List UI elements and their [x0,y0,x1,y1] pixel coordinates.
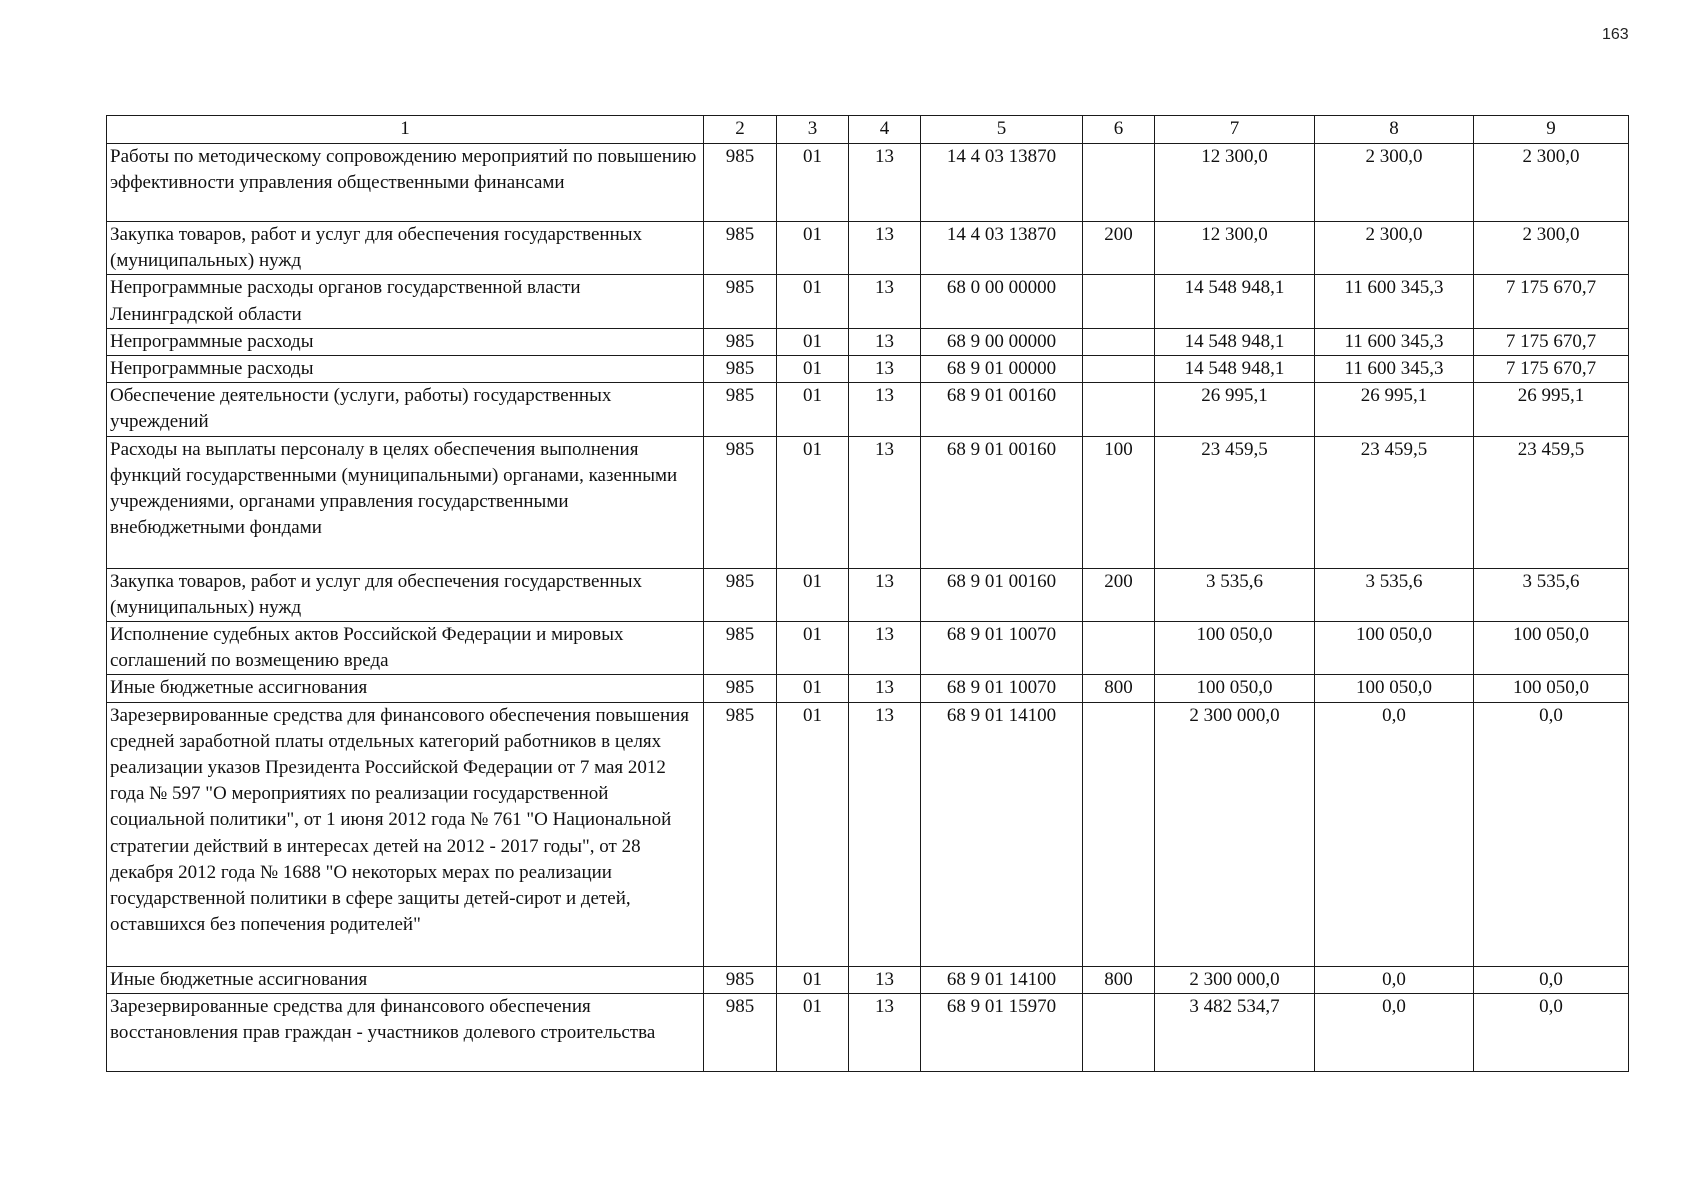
amount-col7-cell: 12 300,0 [1155,144,1315,222]
subsection-code-cell: 13 [849,328,921,355]
page-number: 163 [1602,26,1629,43]
target-article-cell: 68 9 00 00000 [921,328,1083,355]
amount-col7-cell: 14 548 948,1 [1155,275,1315,328]
amount-col9-cell: 7 175 670,7 [1474,275,1629,328]
amount-col7-cell: 3 482 534,7 [1155,993,1315,1071]
amount-col9-cell: 100 050,0 [1474,675,1629,702]
section-code-cell: 01 [777,622,849,675]
target-article-cell: 68 9 01 14100 [921,702,1083,966]
subsection-code-cell: 13 [849,966,921,993]
item-name-cell: Непрограммные расходы [107,356,704,383]
amount-col7-cell: 100 050,0 [1155,675,1315,702]
target-article-cell: 68 9 01 00160 [921,436,1083,568]
amount-col9-cell: 3 535,6 [1474,568,1629,621]
budget-table [106,115,1629,1072]
section-code-cell: 01 [777,568,849,621]
expense-type-cell: 200 [1083,222,1155,275]
admin-code-cell: 985 [704,622,777,675]
item-name-cell: Иные бюджетные ассигнования [107,966,704,993]
table-row [107,702,1629,966]
section-code-cell: 01 [777,222,849,275]
amount-col7-cell: 3 535,6 [1155,568,1315,621]
expense-type-cell [1083,144,1155,222]
section-code-cell: 01 [777,702,849,966]
target-article-cell: 68 9 01 00160 [921,383,1083,436]
admin-code-cell: 985 [704,675,777,702]
header-cell: 8 [1315,116,1474,144]
expense-type-cell [1083,622,1155,675]
expense-type-cell: 200 [1083,568,1155,621]
table-row [107,328,1629,355]
amount-col9-cell: 23 459,5 [1474,436,1629,568]
table-row [107,356,1629,383]
subsection-code-cell: 13 [849,622,921,675]
item-name-cell: Иные бюджетные ассигнования [107,675,704,702]
header-cell: 3 [777,116,849,144]
amount-col8-cell: 11 600 345,3 [1315,328,1474,355]
admin-code-cell: 985 [704,966,777,993]
item-name-cell: Закупка товаров, работ и услуг для обеспечения государственных (муниципальных) нужд [107,568,704,621]
amount-col9-cell: 7 175 670,7 [1474,356,1629,383]
target-article-cell: 68 9 01 00160 [921,568,1083,621]
subsection-code-cell: 13 [849,222,921,275]
item-name-cell: Расходы на выплаты персоналу в целях обеспечения выполнения функций государственными (муниципальными) органами, казенными учреждениями, органами управления государственными внебюджетными фондами [107,436,704,568]
item-name-cell: Обеспечение деятельности (услуги, работы) государственных учреждений [107,383,704,436]
header-cell: 9 [1474,116,1629,144]
admin-code-cell: 985 [704,328,777,355]
target-article-cell: 68 9 01 15970 [921,993,1083,1071]
table-row [107,383,1629,436]
expense-type-cell [1083,702,1155,966]
subsection-code-cell: 13 [849,144,921,222]
expense-type-cell [1083,328,1155,355]
expense-type-cell [1083,275,1155,328]
expense-type-cell [1083,993,1155,1071]
amount-col8-cell: 23 459,5 [1315,436,1474,568]
amount-col9-cell: 7 175 670,7 [1474,328,1629,355]
amount-col8-cell: 2 300,0 [1315,144,1474,222]
amount-col7-cell: 2 300 000,0 [1155,702,1315,966]
table-row [107,222,1629,275]
target-article-cell: 68 9 01 14100 [921,966,1083,993]
table-row [107,622,1629,675]
item-name-cell: Непрограммные расходы органов государственной власти Ленинградской области [107,275,704,328]
amount-col8-cell: 26 995,1 [1315,383,1474,436]
item-name-cell: Зарезервированные средства для финансового обеспечения восстановления прав граждан - участников долевого строительства [107,993,704,1071]
header-cell: 6 [1083,116,1155,144]
admin-code-cell: 985 [704,436,777,568]
table-row [107,993,1629,1071]
amount-col9-cell: 2 300,0 [1474,144,1629,222]
amount-col9-cell: 26 995,1 [1474,383,1629,436]
admin-code-cell: 985 [704,993,777,1071]
header-cell: 2 [704,116,777,144]
amount-col7-cell: 12 300,0 [1155,222,1315,275]
expense-type-cell [1083,356,1155,383]
table-row [107,675,1629,702]
subsection-code-cell: 13 [849,356,921,383]
section-code-cell: 01 [777,675,849,702]
subsection-code-cell: 13 [849,702,921,966]
table-row [107,966,1629,993]
expense-type-cell: 100 [1083,436,1155,568]
header-cell: 1 [107,116,704,144]
item-name-cell: Закупка товаров, работ и услуг для обеспечения государственных (муниципальных) нужд [107,222,704,275]
subsection-code-cell: 13 [849,993,921,1071]
amount-col8-cell: 0,0 [1315,702,1474,966]
amount-col7-cell: 26 995,1 [1155,383,1315,436]
table-header-row [107,116,1629,144]
admin-code-cell: 985 [704,383,777,436]
section-code-cell: 01 [777,383,849,436]
subsection-code-cell: 13 [849,568,921,621]
amount-col8-cell: 0,0 [1315,966,1474,993]
target-article-cell: 68 0 00 00000 [921,275,1083,328]
amount-col8-cell: 3 535,6 [1315,568,1474,621]
section-code-cell: 01 [777,966,849,993]
amount-col9-cell: 0,0 [1474,966,1629,993]
admin-code-cell: 985 [704,356,777,383]
amount-col8-cell: 11 600 345,3 [1315,356,1474,383]
section-code-cell: 01 [777,436,849,568]
section-code-cell: 01 [777,993,849,1071]
item-name-cell: Исполнение судебных актов Российской Федерации и мировых соглашений по возмещению вреда [107,622,704,675]
header-cell: 5 [921,116,1083,144]
amount-col8-cell: 11 600 345,3 [1315,275,1474,328]
table-row [107,275,1629,328]
amount-col9-cell: 100 050,0 [1474,622,1629,675]
subsection-code-cell: 13 [849,383,921,436]
amount-col7-cell: 2 300 000,0 [1155,966,1315,993]
target-article-cell: 68 9 01 00000 [921,356,1083,383]
admin-code-cell: 985 [704,702,777,966]
header-cell: 7 [1155,116,1315,144]
target-article-cell: 68 9 01 10070 [921,675,1083,702]
table-row [107,436,1629,568]
amount-col7-cell: 100 050,0 [1155,622,1315,675]
amount-col8-cell: 0,0 [1315,993,1474,1071]
admin-code-cell: 985 [704,222,777,275]
amount-col8-cell: 2 300,0 [1315,222,1474,275]
subsection-code-cell: 13 [849,436,921,568]
item-name-cell: Работы по методическому сопровождению мероприятий по повышению эффективности управления общественными финансами [107,144,704,222]
section-code-cell: 01 [777,328,849,355]
target-article-cell: 14 4 03 13870 [921,144,1083,222]
section-code-cell: 01 [777,356,849,383]
admin-code-cell: 985 [704,144,777,222]
expense-type-cell: 800 [1083,966,1155,993]
amount-col9-cell: 0,0 [1474,702,1629,966]
amount-col8-cell: 100 050,0 [1315,622,1474,675]
section-code-cell: 01 [777,275,849,328]
item-name-cell: Зарезервированные средства для финансового обеспечения повышения средней заработной платы отдельных категорий работников в целях реализации указов Президента Российской Федерации от 7 мая 2012 года № 597 "О мероприятиях по реализации государственной социальной политики", от 1 июня 2012 года № 761 "О Национальной стратегии действий в интересах детей на 2012 - 2017 годы", от 28 декабря 2012 года № 1688 "О некоторых мерах по реализации государственной политики в сфере защиты детей-сирот и детей, оставшихся без попечения родителей" [107,702,704,966]
header-cell: 4 [849,116,921,144]
amount-col7-cell: 14 548 948,1 [1155,356,1315,383]
table-row [107,568,1629,621]
subsection-code-cell: 13 [849,675,921,702]
amount-col7-cell: 23 459,5 [1155,436,1315,568]
expense-type-cell [1083,383,1155,436]
target-article-cell: 14 4 03 13870 [921,222,1083,275]
admin-code-cell: 985 [704,275,777,328]
target-article-cell: 68 9 01 10070 [921,622,1083,675]
admin-code-cell: 985 [704,568,777,621]
section-code-cell: 01 [777,144,849,222]
item-name-cell: Непрограммные расходы [107,328,704,355]
amount-col8-cell: 100 050,0 [1315,675,1474,702]
amount-col9-cell: 2 300,0 [1474,222,1629,275]
table-row [107,144,1629,222]
expense-type-cell: 800 [1083,675,1155,702]
amount-col7-cell: 14 548 948,1 [1155,328,1315,355]
subsection-code-cell: 13 [849,275,921,328]
amount-col9-cell: 0,0 [1474,993,1629,1071]
